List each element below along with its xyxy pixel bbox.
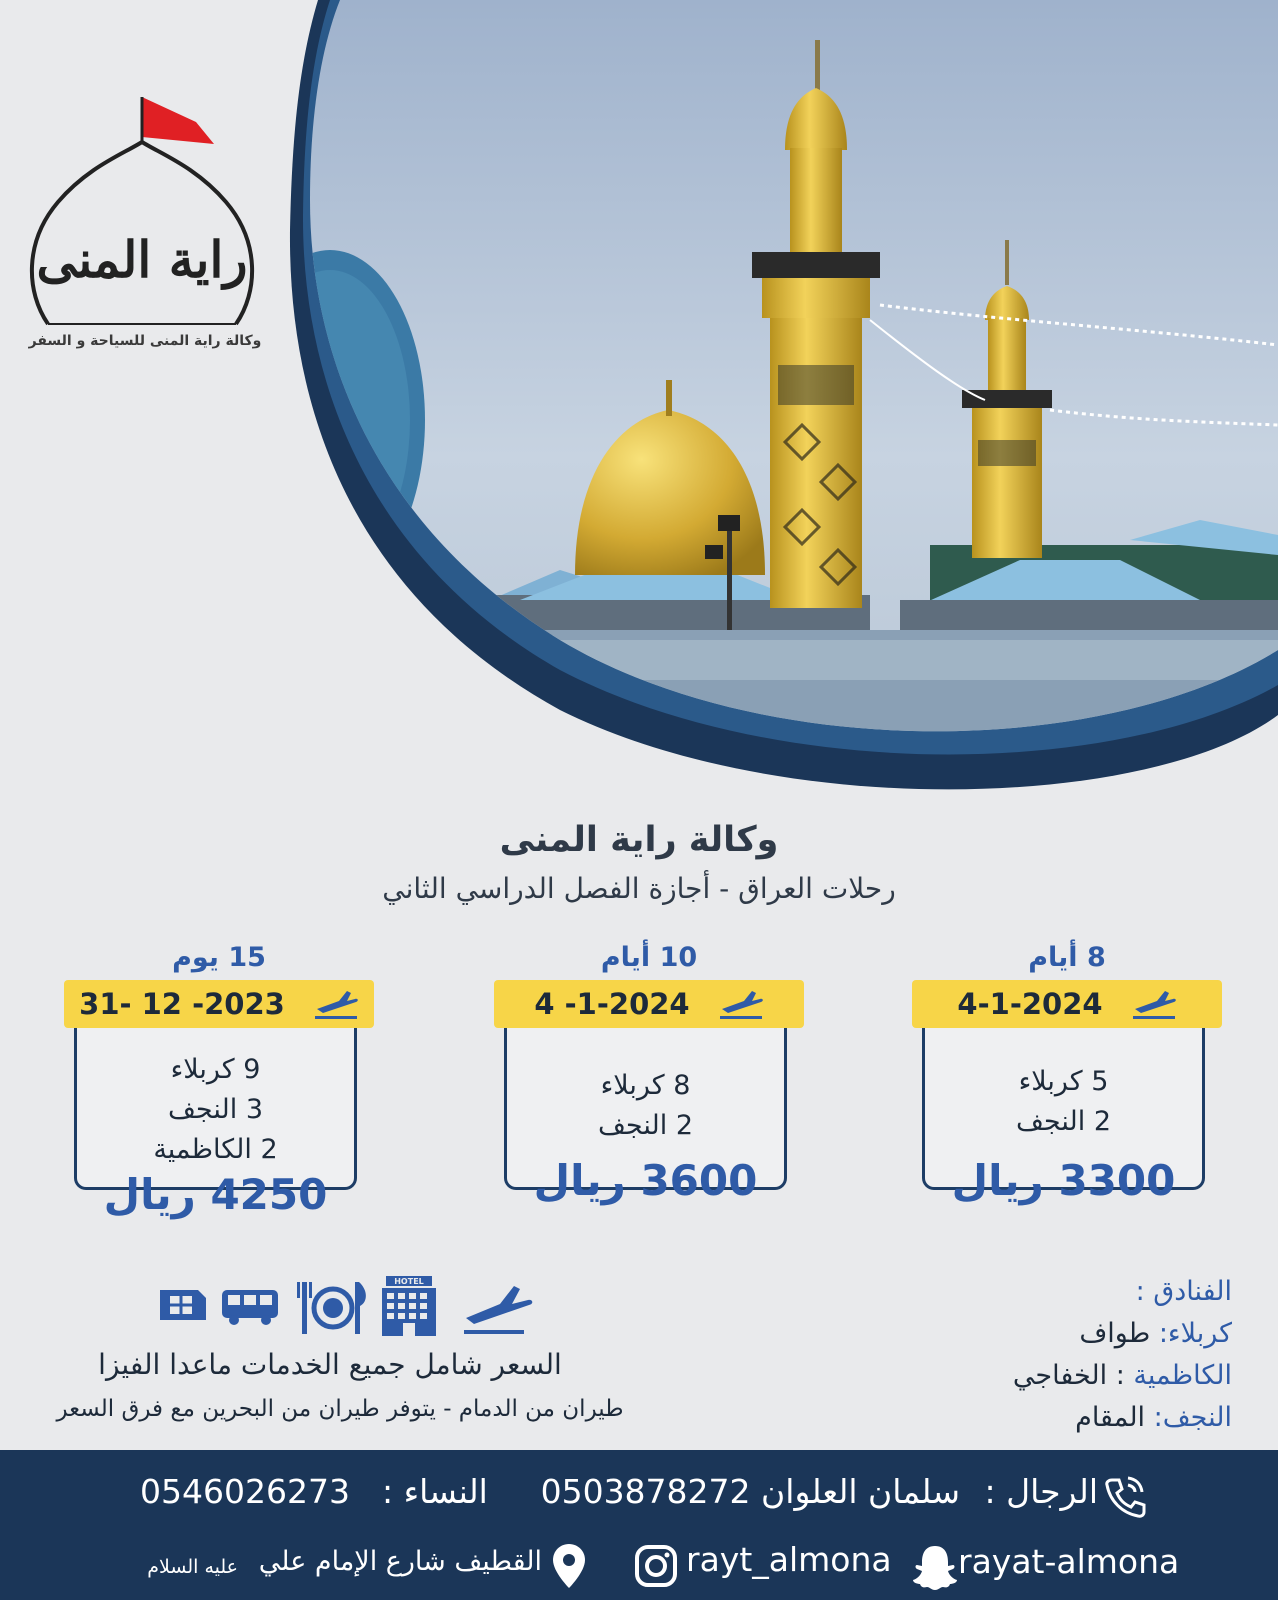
meal-icon bbox=[297, 1282, 366, 1334]
bus-icon bbox=[222, 1290, 278, 1325]
flag-icon bbox=[142, 97, 214, 144]
package-date-bar bbox=[64, 980, 374, 1028]
hotel-city: الكاظمية bbox=[1133, 1360, 1232, 1391]
hotel-name: المقام bbox=[1075, 1402, 1154, 1433]
plane-icon bbox=[718, 987, 764, 1021]
package-price: 3600 ريال bbox=[533, 1156, 758, 1205]
plane-icon bbox=[1131, 987, 1177, 1021]
instagram-handle[interactable]: rayt_almona bbox=[686, 1540, 892, 1579]
address-suffix: عليه السلام bbox=[147, 1556, 238, 1578]
hotel-row bbox=[932, 1313, 1232, 1355]
hotel-icon bbox=[382, 1276, 436, 1336]
package-duration: 15 يوم bbox=[172, 942, 266, 973]
package-card-10-days bbox=[494, 942, 804, 1205]
hotels-list bbox=[932, 1276, 1232, 1439]
package-date-bar bbox=[912, 980, 1222, 1028]
package-line: 2 النجف bbox=[1015, 1106, 1112, 1137]
package-line: 5 كربلاء bbox=[1018, 1066, 1109, 1097]
hotels-title: الفنادق : bbox=[1135, 1276, 1232, 1307]
sim-card-icon bbox=[160, 1290, 206, 1320]
page-title: وكالة راية المنى bbox=[499, 820, 779, 860]
page-subtitle: رحلات العراق - أجازة الفصل الدراسي الثاني bbox=[382, 872, 896, 905]
hotel-sign: HOTEL bbox=[394, 1277, 424, 1286]
location-pin-icon bbox=[551, 1542, 587, 1590]
hotel-city: كربلاء: bbox=[1158, 1318, 1232, 1349]
hotel-name: : الخفاجي bbox=[1012, 1360, 1134, 1391]
women-phone[interactable]: 0546026273 bbox=[140, 1472, 350, 1511]
snapchat-handle[interactable]: rayat-almona bbox=[958, 1542, 1180, 1581]
address: القطيف شارع الإمام علي bbox=[258, 1546, 542, 1577]
package-line: 9 كربلاء bbox=[170, 1054, 261, 1085]
package-date: 31- 12 -2023 bbox=[79, 987, 285, 1021]
agency-logo bbox=[18, 92, 273, 362]
package-line: 3 النجف bbox=[167, 1094, 264, 1125]
logo-calligraphy: راية المنى bbox=[36, 230, 248, 289]
package-line: 2 النجف bbox=[597, 1110, 694, 1141]
package-line: 8 كربلاء bbox=[600, 1070, 691, 1101]
package-details bbox=[74, 1014, 357, 1219]
package-card-8-days bbox=[912, 942, 1222, 1205]
package-details bbox=[504, 1014, 787, 1205]
package-line: 2 الكاظمية bbox=[153, 1134, 278, 1165]
package-date: 4-1-2024 bbox=[957, 987, 1103, 1021]
included-services-icons bbox=[150, 1272, 550, 1342]
package-date: 4 -1-2024 bbox=[534, 987, 690, 1021]
men-contact-label: الرجال : bbox=[984, 1472, 1098, 1511]
instagram-icon bbox=[634, 1544, 678, 1588]
hotel-name: طواف bbox=[1079, 1318, 1159, 1349]
women-contact-label: النساء : bbox=[382, 1472, 488, 1511]
social-row bbox=[0, 1542, 1278, 1592]
hotel-row bbox=[932, 1397, 1232, 1439]
package-price: 4250 ريال bbox=[103, 1170, 328, 1219]
men-contact[interactable]: سلمان العلوان 0503878272 bbox=[540, 1472, 960, 1511]
package-duration: 8 أيام bbox=[1028, 942, 1106, 973]
hotel-city: النجف: bbox=[1153, 1402, 1232, 1433]
package-price: 3300 ريال bbox=[951, 1156, 1176, 1205]
flight-note: طيران من الدمام - يتوفر طيران من البحرين مع فرق السعر bbox=[56, 1396, 624, 1422]
package-details bbox=[922, 1014, 1205, 1205]
phone-icon bbox=[1102, 1474, 1146, 1518]
snapchat-icon bbox=[912, 1542, 958, 1592]
services-note: السعر شامل جميع الخدمات ماعدا الفيزا bbox=[98, 1348, 562, 1381]
plane-icon bbox=[313, 987, 359, 1021]
package-duration: 10 أيام bbox=[600, 942, 698, 973]
hotel-row bbox=[932, 1355, 1232, 1397]
logo-caption: وكالة راية المنى للسياحة و السفر bbox=[28, 333, 262, 349]
package-date-bar bbox=[494, 980, 804, 1028]
phone-row bbox=[0, 1468, 1278, 1524]
contact-footer bbox=[0, 1450, 1278, 1600]
package-card-15-days bbox=[64, 942, 374, 1219]
flight-icon bbox=[464, 1286, 532, 1334]
